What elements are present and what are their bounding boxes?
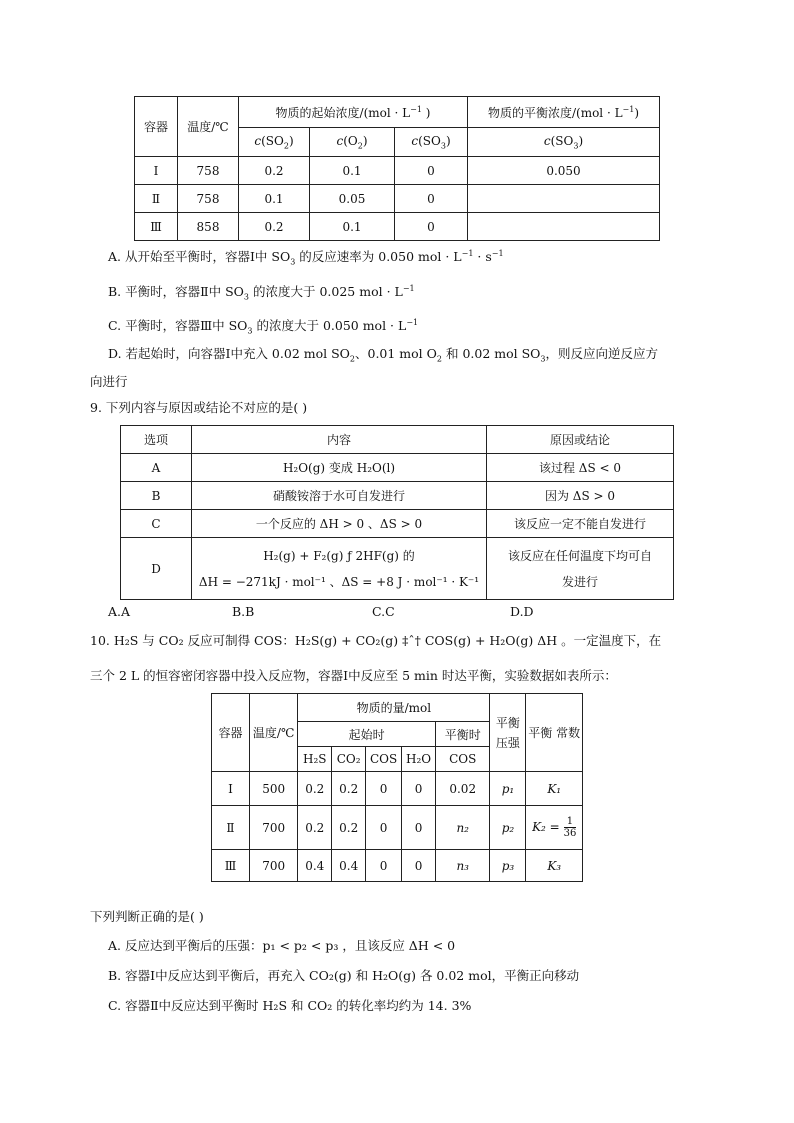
- q8-option-a: A. 从开始至平衡时，容器Ⅰ中 $SO_3$ 的反应速率为 0.050 mol · $L^{-1} \cdot s^{-1}$: [108, 249, 504, 267]
- header-equilibrium: 平衡时: [436, 722, 490, 747]
- col-c-so3: $c(SO_3)$: [395, 128, 468, 157]
- col-cos-eq: COS: [436, 747, 490, 772]
- cell-value: 0.4: [332, 850, 366, 882]
- cell-value: 0: [402, 772, 436, 806]
- cell-pressure: p₁: [490, 772, 526, 806]
- cell-value: 0.2: [332, 772, 366, 806]
- cell-content-line1: H₂(g) + F₂(g) ƒ 2HF(g) 的: [263, 548, 415, 563]
- cell-temp: 700: [250, 806, 298, 850]
- cell-so2: 0.1: [239, 185, 310, 213]
- col-c-so2: $c(SO_2)$: [239, 128, 310, 157]
- header-temperature: 温度/℃: [178, 97, 239, 157]
- col-c-so3-eq: $c(SO_3)$: [468, 128, 660, 157]
- cell-content-line2: ΔH = −271kJ · mol⁻¹ 、ΔS = +8 J · mol⁻¹ · K⁻¹: [198, 574, 480, 589]
- q9-table: [120, 425, 674, 600]
- table-row: [121, 482, 674, 510]
- cell-temp: 758: [178, 185, 239, 213]
- cell-value: 0: [366, 850, 402, 882]
- cell-option: B: [121, 482, 192, 510]
- table-row: [121, 510, 674, 538]
- q9-choice-c: C.C: [372, 604, 395, 619]
- cell-o2: 0.1: [310, 213, 395, 241]
- cell-content: [192, 538, 487, 600]
- cell-eq: [468, 213, 660, 241]
- cell-eq: [468, 185, 660, 213]
- cell-constant: K₁: [526, 772, 583, 806]
- cell-option: C: [121, 510, 192, 538]
- cell-value: 0: [366, 806, 402, 850]
- header-temperature: 温度/℃: [250, 694, 298, 772]
- table-row: [212, 850, 583, 882]
- header-option: 选项: [121, 426, 192, 454]
- cell-option: A: [121, 454, 192, 482]
- q10-option-a: A. 反应达到平衡后的压强：p₁ < p₂ < p₃ ，且该反应 ΔH < 0: [108, 938, 456, 953]
- q10-judge: 下列判断正确的是( ): [90, 909, 204, 924]
- cell-so3: 0: [395, 185, 468, 213]
- cell-so3: 0: [395, 213, 468, 241]
- cell-so3: 0: [395, 157, 468, 185]
- cell-pressure: p₃: [490, 850, 526, 882]
- cell-reason: [487, 538, 674, 600]
- table-row: [135, 157, 660, 185]
- row-label: Ⅲ: [135, 213, 178, 241]
- cell-reason: 该反应一定不能自发进行: [487, 510, 674, 538]
- cell-value: 0.2: [332, 806, 366, 850]
- q10-option-b: B. 容器Ⅰ中反应达到平衡后，再充入 CO₂(g) 和 H₂O(g) 各 0.02 mol，平衡正向移动: [108, 968, 580, 983]
- table-row: [135, 213, 660, 241]
- col-h2o: H₂O: [402, 747, 436, 772]
- q8-option-b: B. 平衡时，容器Ⅱ中 $SO_3$ 的浓度大于 0.025 mol · $L^{-1}$: [108, 284, 415, 302]
- cell-reason-line1: 该反应在任何温度下均可自: [507, 548, 652, 563]
- cell-pressure: p₂: [490, 806, 526, 850]
- row-label: Ⅱ: [212, 806, 250, 850]
- q10-stem-line1: 10. H₂S 与 CO₂ 反应可制得 COS：H₂S(g) + CO₂(g) ‡ˆ† COS(g) + H₂O(g) ΔH 。一定温度下，在: [90, 633, 662, 648]
- cell-temp: 700: [250, 850, 298, 882]
- cell-o2: 0.1: [310, 157, 395, 185]
- cell-so2: 0.2: [239, 157, 310, 185]
- header-pressure: 平衡压强: [490, 694, 526, 772]
- cell-value: 0: [366, 772, 402, 806]
- header-initial: 起始时: [298, 722, 436, 747]
- table-row: [212, 806, 583, 850]
- q9-choice-d: D.D: [510, 604, 534, 619]
- q8-option-d: D. 若起始时，向容器Ⅰ中充入 0.02 mol $SO_2$、0.01 mol $O_2$ 和 0.02 mol $SO_3$，则反应向逆反应方: [108, 346, 659, 364]
- header-amount: 物质的量/mol: [298, 694, 490, 722]
- header-container: 容器: [135, 97, 178, 157]
- cell-content: 硝酸铵溶于水可自发进行: [192, 482, 487, 510]
- cell-value: 0: [402, 806, 436, 850]
- header-container: 容器: [212, 694, 250, 772]
- cell-temp: 858: [178, 213, 239, 241]
- cell-temp: 500: [250, 772, 298, 806]
- q10-option-c: C. 容器Ⅱ中反应达到平衡时 H₂S 和 CO₂ 的转化率均约为 14. 3%: [108, 998, 472, 1013]
- cell-so2: 0.2: [239, 213, 310, 241]
- q9-stem: 9. 下列内容与原因或结论不对应的是( ): [90, 400, 308, 415]
- header-reason: 原因或结论: [487, 426, 674, 454]
- cell-content: H₂O(g) 变成 H₂O(l): [192, 454, 487, 482]
- cell-reason-line2: 发进行: [561, 574, 598, 589]
- cell-content: 一个反应的 ΔH > 0 、ΔS > 0: [192, 510, 487, 538]
- cell-reason: 因为 ΔS > 0: [487, 482, 674, 510]
- equilibrium-table-1: [134, 96, 660, 241]
- q9-choice-a: A.A: [108, 604, 131, 619]
- cell-eq: 0.050: [468, 157, 660, 185]
- q8-option-c: C. 平衡时，容器Ⅲ中 $SO_3$ 的浓度大于 0.050 mol · $L^{-1}$: [108, 318, 419, 336]
- row-label: Ⅰ: [212, 772, 250, 806]
- table-row: [135, 185, 660, 213]
- cell-constant: K₂ = $\frac{1}{36}$: [526, 806, 583, 850]
- q9-choice-b: B.B: [232, 604, 255, 619]
- table-row: [121, 454, 674, 482]
- cell-option: D: [121, 538, 192, 600]
- col-c-o2: $c(O_2)$: [310, 128, 395, 157]
- col-h2s: H₂S: [298, 747, 332, 772]
- fraction: $\frac{1}{36}$: [563, 816, 577, 839]
- header-content: 内容: [192, 426, 487, 454]
- row-label: Ⅱ: [135, 185, 178, 213]
- table-row: [212, 772, 583, 806]
- cell-value: 0.2: [298, 806, 332, 850]
- q10-stem-line2: 三个 2 L 的恒容密闭容器中投入反应物，容器Ⅰ中反应至 5 min 时达平衡，实验数据如表所示：: [90, 668, 617, 683]
- cell-temp: 758: [178, 157, 239, 185]
- cell-value: n₃: [436, 850, 490, 882]
- q8-option-d-continued: 向进行: [90, 374, 128, 389]
- cell-o2: 0.05: [310, 185, 395, 213]
- row-label: Ⅰ: [135, 157, 178, 185]
- header-constant: 平衡 常数: [526, 694, 583, 772]
- cell-value: 0.02: [436, 772, 490, 806]
- cell-constant: K₃: [526, 850, 583, 882]
- cell-value: 0.4: [298, 850, 332, 882]
- header-initial-concentration: 物质的起始浓度$/(mol \cdot L^{-1}$ ): [239, 97, 468, 128]
- col-co2: CO₂: [332, 747, 366, 772]
- cell-reason: 该过程 ΔS < 0: [487, 454, 674, 482]
- cell-value: 0: [402, 850, 436, 882]
- row-label: Ⅲ: [212, 850, 250, 882]
- cell-value: n₂: [436, 806, 490, 850]
- cell-value: 0.2: [298, 772, 332, 806]
- q10-table: [211, 693, 583, 882]
- header-equilibrium-concentration: 物质的平衡浓度$/(mol \cdot L^{-1})$: [468, 97, 660, 128]
- table-row: [121, 538, 674, 600]
- col-cos: COS: [366, 747, 402, 772]
